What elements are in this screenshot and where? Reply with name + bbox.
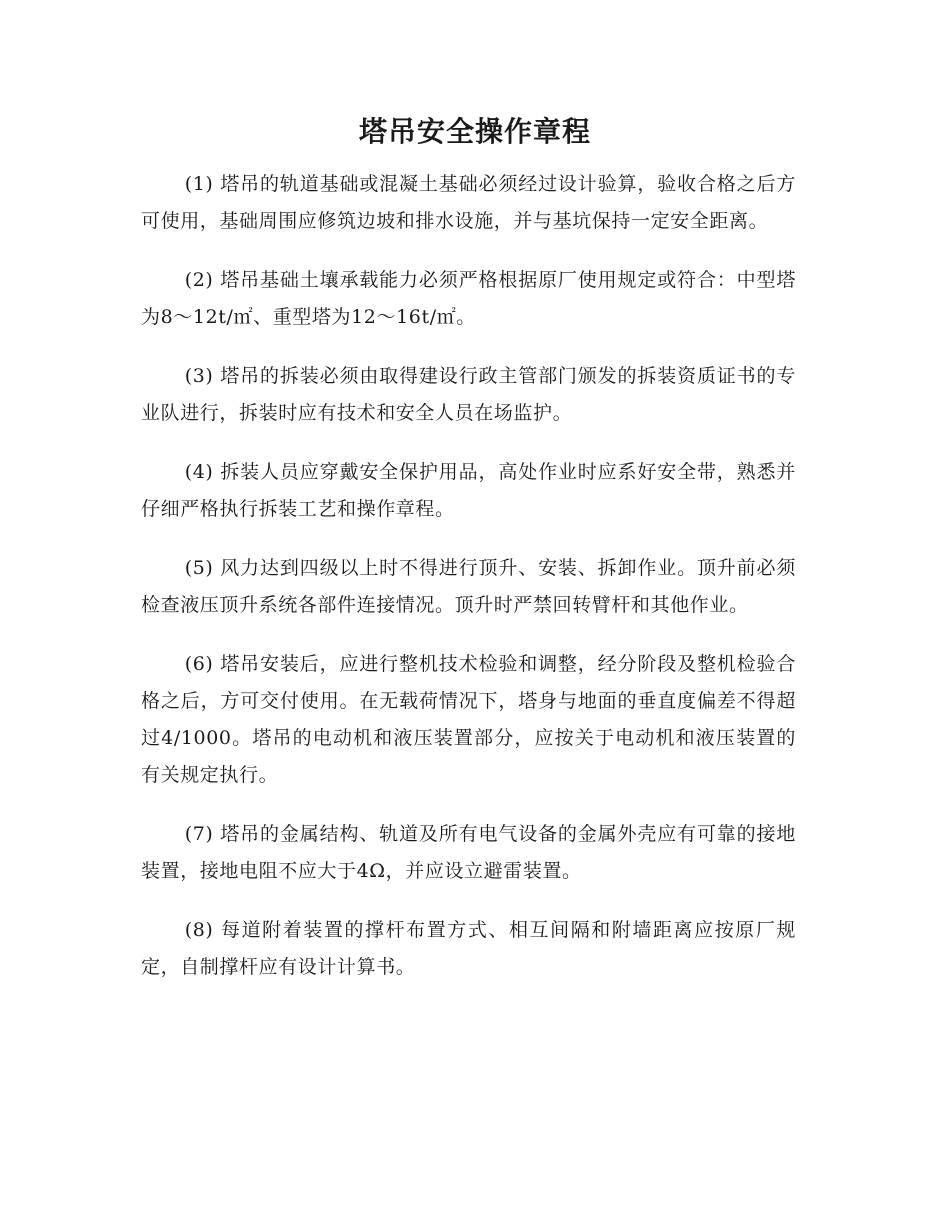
- document-body: [141, 166, 796, 1008]
- paragraph-6: (6) 塔吊安装后，应进行整机技术检验和调整，经分阶段及整机检验合格之后，方可交付使用。在无载荷情况下，塔身与地面的垂直度偏差不得超过4/1000。塔吊的电动机和液压装置部分，应按关于电动机和液压装置的有关规定执行。: [141, 653, 796, 786]
- paragraph-7: (7) 塔吊的金属结构、轨道及所有电气设备的金属外壳应有可靠的接地装置，接地电阻不应大于4Ω，并应设立避雷装置。: [141, 823, 796, 882]
- paragraph-4: (4) 拆装人员应穿戴安全保护用品，高处作业时应系好安全带，熟悉并仔细严格执行拆装工艺和操作章程。: [141, 461, 796, 520]
- paragraph-5: (5) 风力达到四级以上时不得进行顶升、安装、拆卸作业。顶升前必须检查液压顶升系统各部件连接情况。顶升时严禁回转臂杆和其他作业。: [141, 557, 796, 616]
- document-title: 塔吊安全操作章程: [358, 115, 591, 148]
- paragraph-3: (3) 塔吊的拆装必须由取得建设行政主管部门颁发的拆装资质证书的专业队进行，拆装时应有技术和安全人员在场监护。: [141, 365, 796, 424]
- paragraph-8: (8) 每道附着装置的撑杆布置方式、相互间隔和附墙距离应按原厂规定，自制撑杆应有设计计算书。: [141, 919, 796, 978]
- paragraph-1: (1) 塔吊的轨道基础或混凝土基础必须经过设计验算，验收合格之后方可使用，基础周围应修筑边坡和排水设施，并与基坑保持一定安全距离。: [141, 173, 796, 232]
- paragraph-2: (2) 塔吊基础土壤承载能力必须严格根据原厂使用规定或符合：中型塔为8～12t/㎡、重型塔为12～16t/㎡。: [141, 269, 796, 328]
